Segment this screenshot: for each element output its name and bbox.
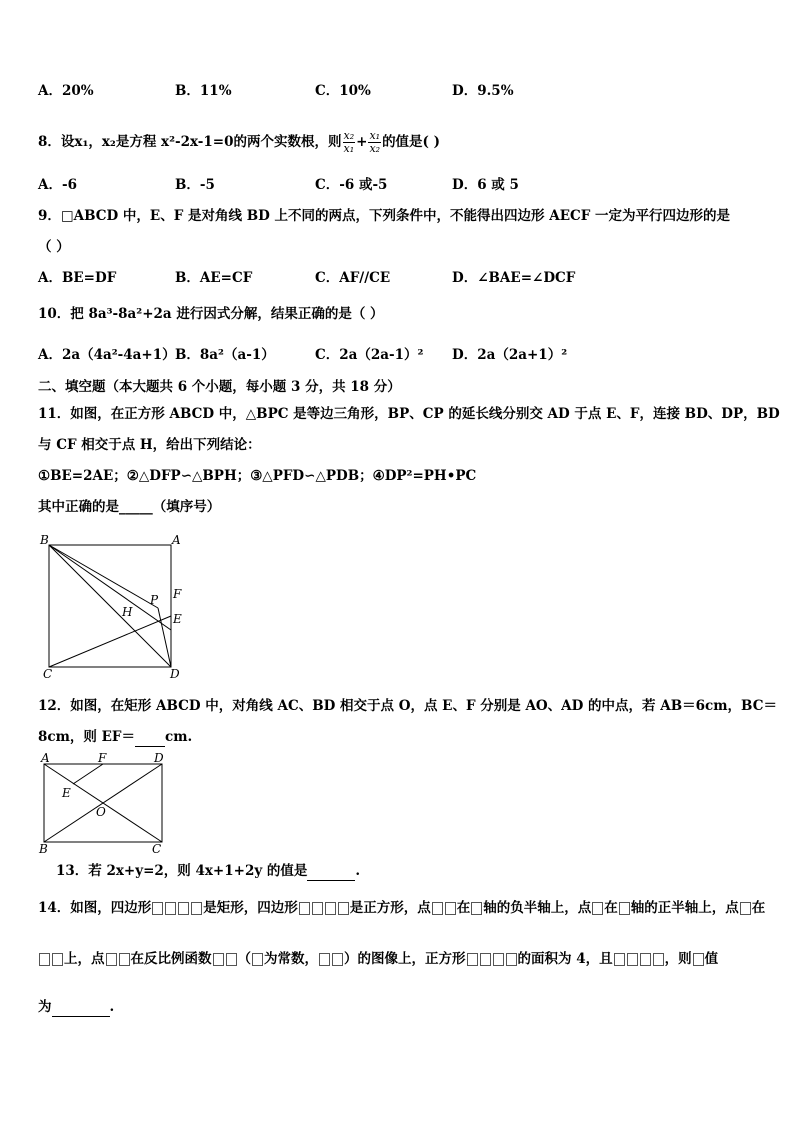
q14-l2-f: 的面积为 4，且 — [517, 951, 613, 967]
missing-glyph-icon — [592, 902, 603, 915]
label-b: B — [40, 533, 49, 547]
q13-answer-blank — [307, 862, 355, 881]
missing-glyph-icon — [178, 902, 189, 915]
q7-option-c: C．10% — [315, 83, 371, 99]
label-p: P — [150, 593, 159, 607]
missing-glyph-icon — [480, 953, 491, 966]
q12-line-2-a: 8cm，则 EF＝ — [38, 729, 135, 745]
q14-l3-a: 为 — [38, 999, 52, 1015]
q14-l2-g: ，则 — [664, 951, 692, 967]
segment-ef — [73, 764, 103, 784]
label-f: F — [98, 752, 107, 765]
q9-line-1: 9．□ABCD 中，E、F 是对角线 BD 上不同的两点，下列条件中，不能得出四边形 AECF 一定为平行四边形的是 — [38, 208, 731, 224]
q14-line-2 — [38, 950, 718, 968]
q10-option-b: B．8a²（a-1） — [175, 347, 275, 363]
missing-glyph-icon — [106, 953, 117, 966]
missing-glyph-icon — [325, 902, 336, 915]
missing-glyph-icon — [338, 902, 349, 915]
missing-glyph-icon — [319, 953, 330, 966]
missing-glyph-icon — [614, 953, 625, 966]
q14-l2-d: 为常数， — [264, 951, 318, 967]
missing-glyph-icon — [332, 953, 343, 966]
q14-l1-a: 14．如图，四边形 — [38, 900, 152, 916]
label-a: A — [172, 533, 181, 547]
q14-answer-blank — [52, 998, 110, 1017]
q8-frac2-num: x₁ — [369, 129, 381, 142]
q7-option-a: A．20% — [38, 83, 94, 99]
q13-text-a: 13．若 2x+y=2，则 4x+1+2y 的值是 — [56, 863, 308, 879]
q14-l1-e: 轴的负半轴上，点 — [483, 900, 592, 916]
q8-plus: + — [356, 134, 368, 150]
missing-glyph-icon — [506, 953, 517, 966]
q11-line-2: 与 CF 相交于点 H，给出下列结论： — [38, 437, 261, 453]
q10-question: 10．把 8a³-8a²+2a 进行因式分解，结果正确的是（ ） — [38, 306, 384, 322]
q13-question — [56, 862, 360, 881]
q14-l2-a: 上，点 — [64, 951, 105, 967]
q11-square-figure — [36, 530, 186, 680]
missing-glyph-icon — [299, 902, 310, 915]
q14-l1-f: 在 — [604, 900, 618, 916]
q9-option-a: A．BE=DF — [38, 270, 117, 286]
q12-line-2-b: cm. — [164, 729, 193, 745]
missing-glyph-icon — [627, 953, 638, 966]
q8-fraction-2 — [368, 130, 381, 155]
q14-l1-d: 在 — [456, 900, 471, 916]
missing-glyph-icon — [213, 953, 224, 966]
q8-frac1-den: x₁ — [343, 142, 355, 155]
q9-option-c: C．AF//CE — [315, 270, 391, 286]
missing-glyph-icon — [467, 953, 478, 966]
q12-answer-blank — [135, 728, 165, 747]
segment-cf — [49, 616, 171, 667]
q7-option-d: D．9.5% — [452, 83, 514, 99]
q11-line-4: 其中正确的是_____（填序号） — [38, 499, 221, 515]
q8-fraction-1 — [343, 130, 356, 155]
q14-l2-c: （ — [237, 951, 251, 967]
label-e: E — [62, 786, 71, 800]
q10-option-a: A．2a（4a²-4a+1） — [38, 347, 176, 363]
segment-bp — [49, 545, 158, 608]
q8-option-c: C．-6 或-5 — [315, 177, 388, 193]
q8-frac1-num: x₂ — [343, 129, 355, 142]
missing-glyph-icon — [191, 902, 202, 915]
missing-glyph-icon — [226, 953, 237, 966]
label-h: H — [122, 605, 133, 619]
missing-glyph-icon — [471, 902, 482, 915]
missing-glyph-icon — [52, 953, 63, 966]
q9-line-2: （ ） — [38, 239, 70, 255]
label-d: D — [170, 667, 180, 680]
q8-option-a: A．-6 — [38, 177, 77, 193]
q14-l1-b: 是矩形，四边形 — [203, 900, 298, 916]
q8-suffix: 的值是( ) — [382, 134, 441, 150]
q7-option-b: B．11% — [175, 83, 232, 99]
q10-option-c: C．2a（2a-1）² — [315, 347, 424, 363]
q12-rectangle-figure — [36, 752, 171, 856]
q14-l2-h: 值 — [704, 951, 719, 967]
missing-glyph-icon — [39, 953, 50, 966]
missing-glyph-icon — [119, 953, 130, 966]
q9-option-d: D．∠BAE=∠DCF — [452, 270, 576, 286]
q10-option-d: D．2a（2a+1）² — [452, 347, 568, 363]
q14-line-1 — [38, 899, 765, 917]
q14-line-3 — [38, 998, 114, 1017]
label-c: C — [43, 667, 53, 680]
missing-glyph-icon — [740, 902, 751, 915]
label-d: D — [154, 752, 164, 765]
label-e: E — [173, 612, 182, 626]
q14-l1-c: 是正方形，点 — [349, 900, 431, 916]
q14-l2-b: 在反比例函数 — [130, 951, 212, 967]
label-c: C — [152, 842, 162, 856]
segment-be — [49, 545, 171, 630]
q8-option-b: B．-5 — [175, 177, 215, 193]
q14-l3-b: . — [109, 999, 115, 1015]
missing-glyph-icon — [432, 902, 443, 915]
q14-l1-h: 在 — [751, 900, 766, 916]
q13-text-b: . — [355, 863, 361, 879]
missing-glyph-icon — [619, 902, 630, 915]
label-f: F — [173, 587, 182, 601]
missing-glyph-icon — [165, 902, 176, 915]
label-b: B — [39, 842, 48, 856]
missing-glyph-icon — [445, 902, 456, 915]
q11-line-3: ①BE=2AE；②△DFP∽△BPH；③△PFD∽△PDB；④DP²=PH•PC — [38, 468, 477, 484]
label-a: A — [41, 752, 50, 765]
missing-glyph-icon — [493, 953, 504, 966]
missing-glyph-icon — [312, 902, 323, 915]
missing-glyph-icon — [152, 902, 163, 915]
q9-option-b: B．AE=CF — [175, 270, 253, 286]
section-2-heading: 二、填空题（本大题共 6 个小题，每小题 3 分，共 18 分） — [38, 379, 401, 395]
label-o: O — [96, 805, 106, 819]
q8-prefix: 8．设x₁，x₂是方程 x²-2x-1=0的两个实数根，则 — [38, 134, 342, 150]
q8-frac2-den: x₂ — [369, 142, 381, 155]
q14-l1-g: 轴的正半轴上，点 — [630, 900, 739, 916]
missing-glyph-icon — [653, 953, 664, 966]
missing-glyph-icon — [252, 953, 263, 966]
q12-line-1: 12．如图，在矩形 ABCD 中，对角线 AC、BD 相交于点 O，点 E、F 分别是 AO、AD 的中点，若 AB＝6cm，BC＝ — [38, 698, 777, 714]
q8-question — [38, 128, 440, 156]
q14-l2-e: ）的图像上，正方形 — [344, 951, 466, 967]
missing-glyph-icon — [640, 953, 651, 966]
q12-line-2 — [38, 728, 192, 747]
q11-line-1: 11．如图，在正方形 ABCD 中，△BPC 是等边三角形，BP、CP 的延长线分别交 AD 于点 E、F，连接 BD、DP，BD — [38, 406, 780, 422]
missing-glyph-icon — [693, 953, 704, 966]
q8-option-d: D．6 或 5 — [452, 177, 519, 193]
